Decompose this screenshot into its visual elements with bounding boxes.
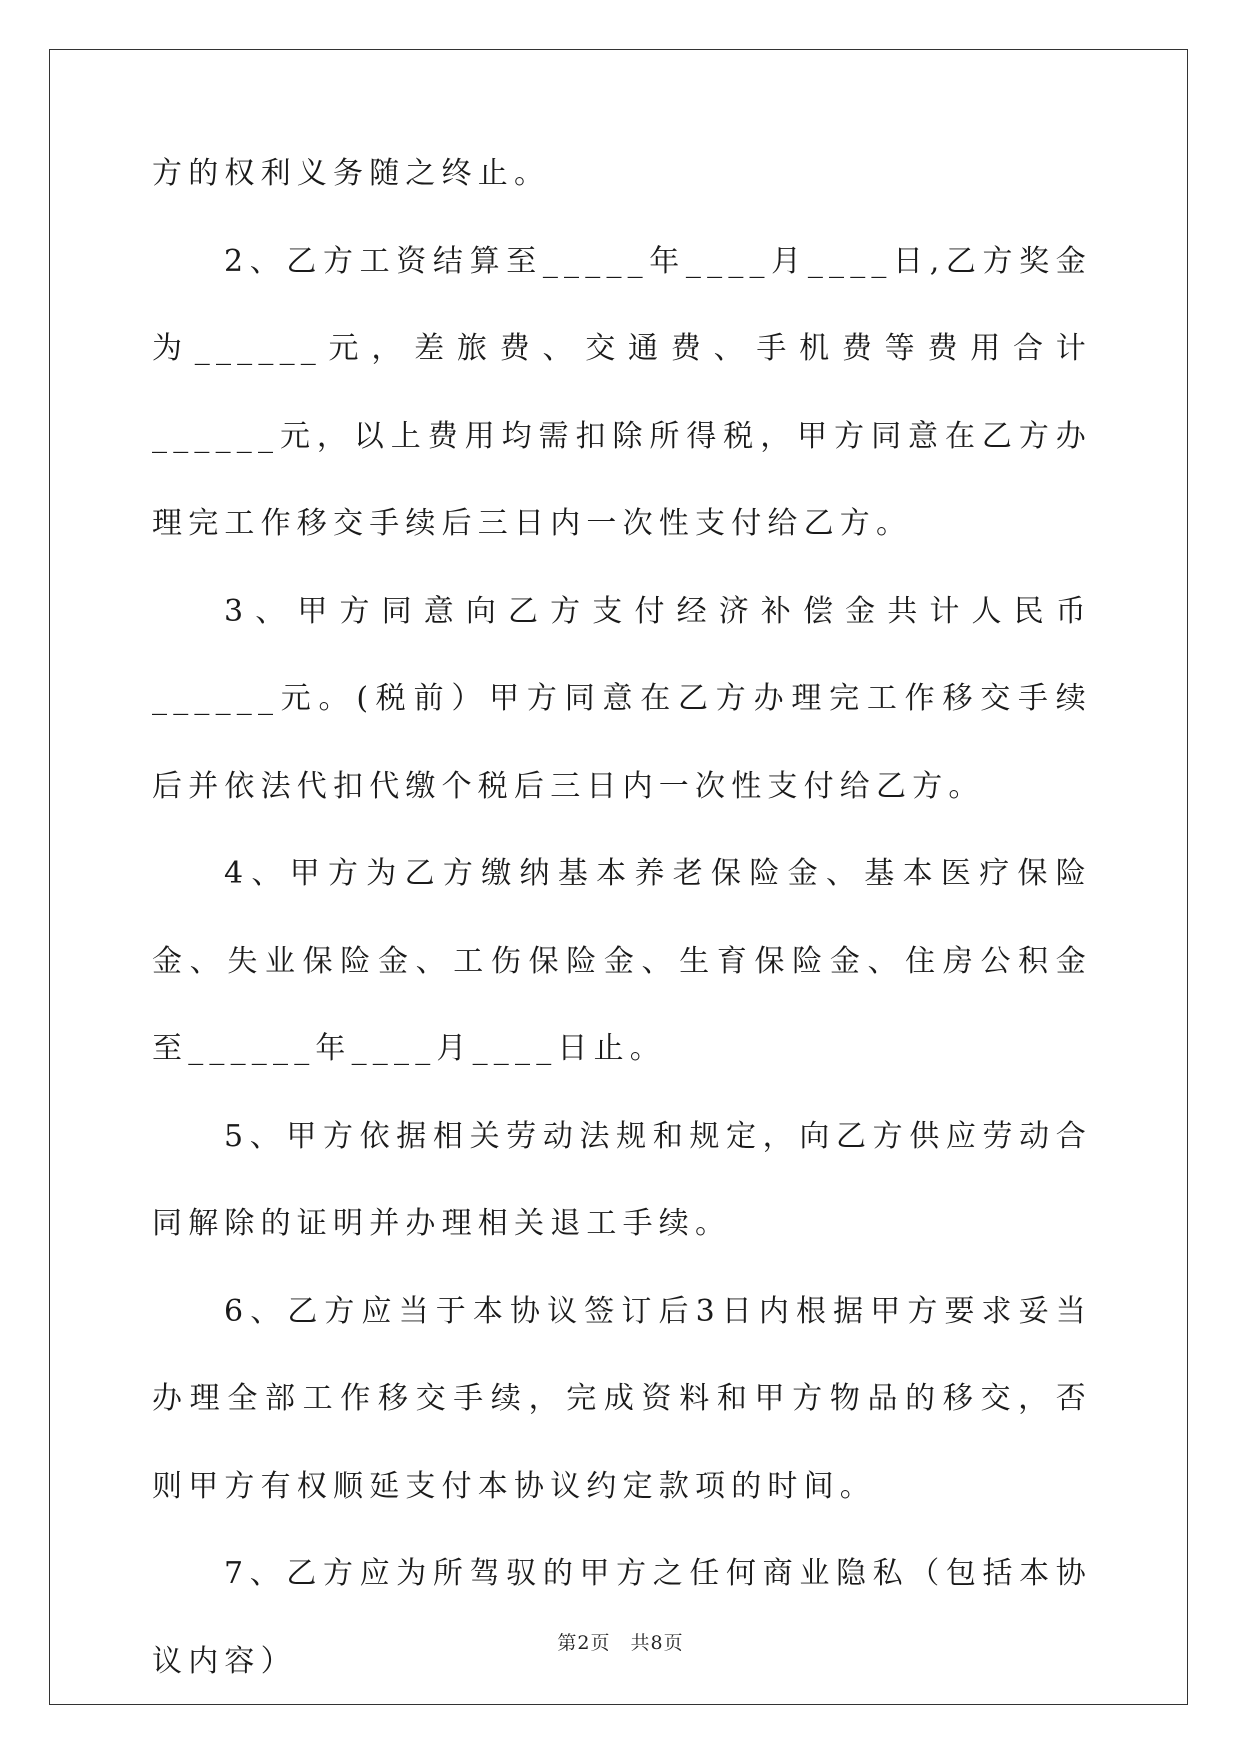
- paragraph-clause-2: 2、乙方工资结算至_____年____月____日,乙方奖金为______元，差旅费、交通费、手机费等费用合计______元，以上费用均需扣除所得税，甲方同意在乙方办理完工作移交手续后三日内一次性支付给乙方。: [152, 243, 1092, 541]
- paragraph-continuation: 方的权利义务随之终止。: [152, 156, 551, 191]
- page-footer: [0, 1628, 1241, 1655]
- document-body: [152, 156, 1092, 1705]
- page-number-label: 第2页 共8页: [557, 1632, 684, 1654]
- paragraph-clause-4: 4、甲方为乙方缴纳基本养老保险金、基本医疗保险金、失业保险金、工伤保险金、生育保险金、住房公积金至______年____月____日止。: [152, 856, 1092, 1066]
- paragraph-clause-5: 5、甲方依据相关劳动法规和规定，向乙方供应劳动合同解除的证明并办理相关退工手续。: [152, 1118, 1092, 1241]
- paragraph-clause-6: 6、乙方应当于本协议签订后3日内根据甲方要求妥当办理全部工作移交手续，完成资料和甲方物品的移交，否则甲方有权顺延支付本协议约定款项的时间。: [152, 1293, 1092, 1504]
- paragraph-clause-7: 7、乙方应为所驾驭的甲方之任何商业隐私（包括本协议内容）: [152, 1556, 1092, 1679]
- paragraph-clause-3: 3、甲方同意向乙方支付经济补偿金共计人民币______元。(税前）甲方同意在乙方办理完工作移交手续后并依法代扣代缴个税后三日内一次性支付给乙方。: [152, 593, 1092, 804]
